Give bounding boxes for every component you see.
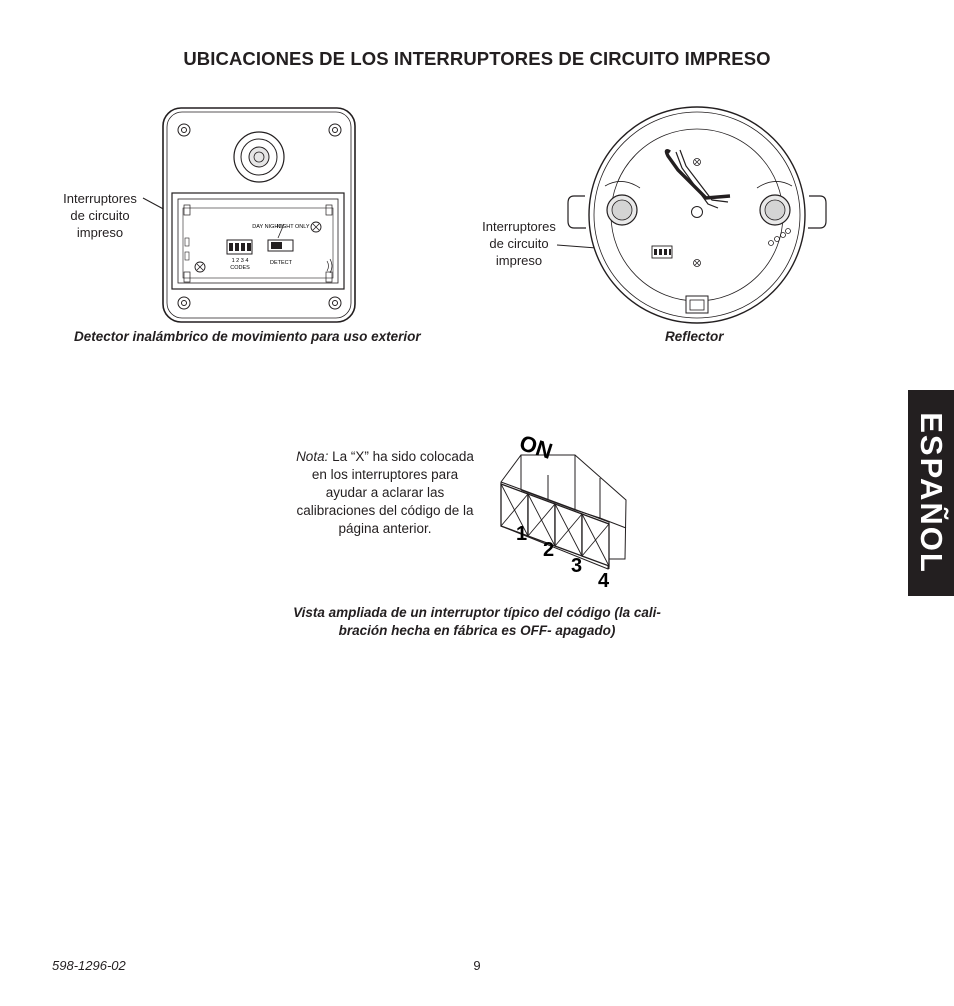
language-side-tab-label: ESPAÑOL xyxy=(914,412,949,574)
reflector-illustration xyxy=(568,107,826,323)
label-digits: 1 2 3 4 xyxy=(231,258,249,264)
detector-callout-line-1: Interruptores xyxy=(63,191,137,206)
detector-callout-line-2: de circuito xyxy=(70,208,130,223)
motion-detector-illustration xyxy=(163,108,355,322)
document-number: 598-1296-02 xyxy=(52,958,126,973)
detector-callout-line-3: impreso xyxy=(76,225,124,240)
switch-caption xyxy=(0,604,954,640)
page-number: 9 xyxy=(473,958,481,973)
note-paragraph xyxy=(290,448,480,538)
switch-number-2: 2 xyxy=(543,539,555,561)
label-day-night: DAY NIGHT xyxy=(252,224,282,230)
on-label: ON xyxy=(516,429,556,464)
switch-number-4: 4 xyxy=(598,570,610,592)
label-night-only: NIGHT ONLY xyxy=(276,224,310,230)
switch-caption-line-2: bración hecha en fábrica es OFF- apagado) xyxy=(338,623,616,638)
language-side-tab xyxy=(908,390,954,596)
reflector-callout-line-3: impreso xyxy=(495,253,543,268)
note-label: Nota: xyxy=(296,449,329,464)
reflector-caption: Reflector xyxy=(665,329,724,344)
switch-number-3: 3 xyxy=(571,555,583,577)
label-detect: DETECT xyxy=(270,260,292,266)
detector-caption: Detector inalámbrico de movimiento para uso exterior xyxy=(74,329,421,344)
reflector-callout-line-2: de circuito xyxy=(489,236,549,251)
note-text: La “X” ha sido colocada en los interruptores para ayudar a aclarar las calibraciones del código de la página anterior. xyxy=(296,449,474,536)
page-title: UBICACIONES DE LOS INTERRUPTORES DE CIRCUITO IMPRESO xyxy=(183,48,771,69)
switch-number-1: 1 xyxy=(516,523,528,545)
switch-caption-line-1: Vista ampliada de un interruptor típico del código (la cali- xyxy=(293,605,661,620)
reflector-callout xyxy=(469,218,569,269)
dip-switch-enlarged xyxy=(501,430,626,592)
reflector-callout-line-1: Interruptores xyxy=(482,219,556,234)
label-codes: CODES xyxy=(230,265,250,271)
